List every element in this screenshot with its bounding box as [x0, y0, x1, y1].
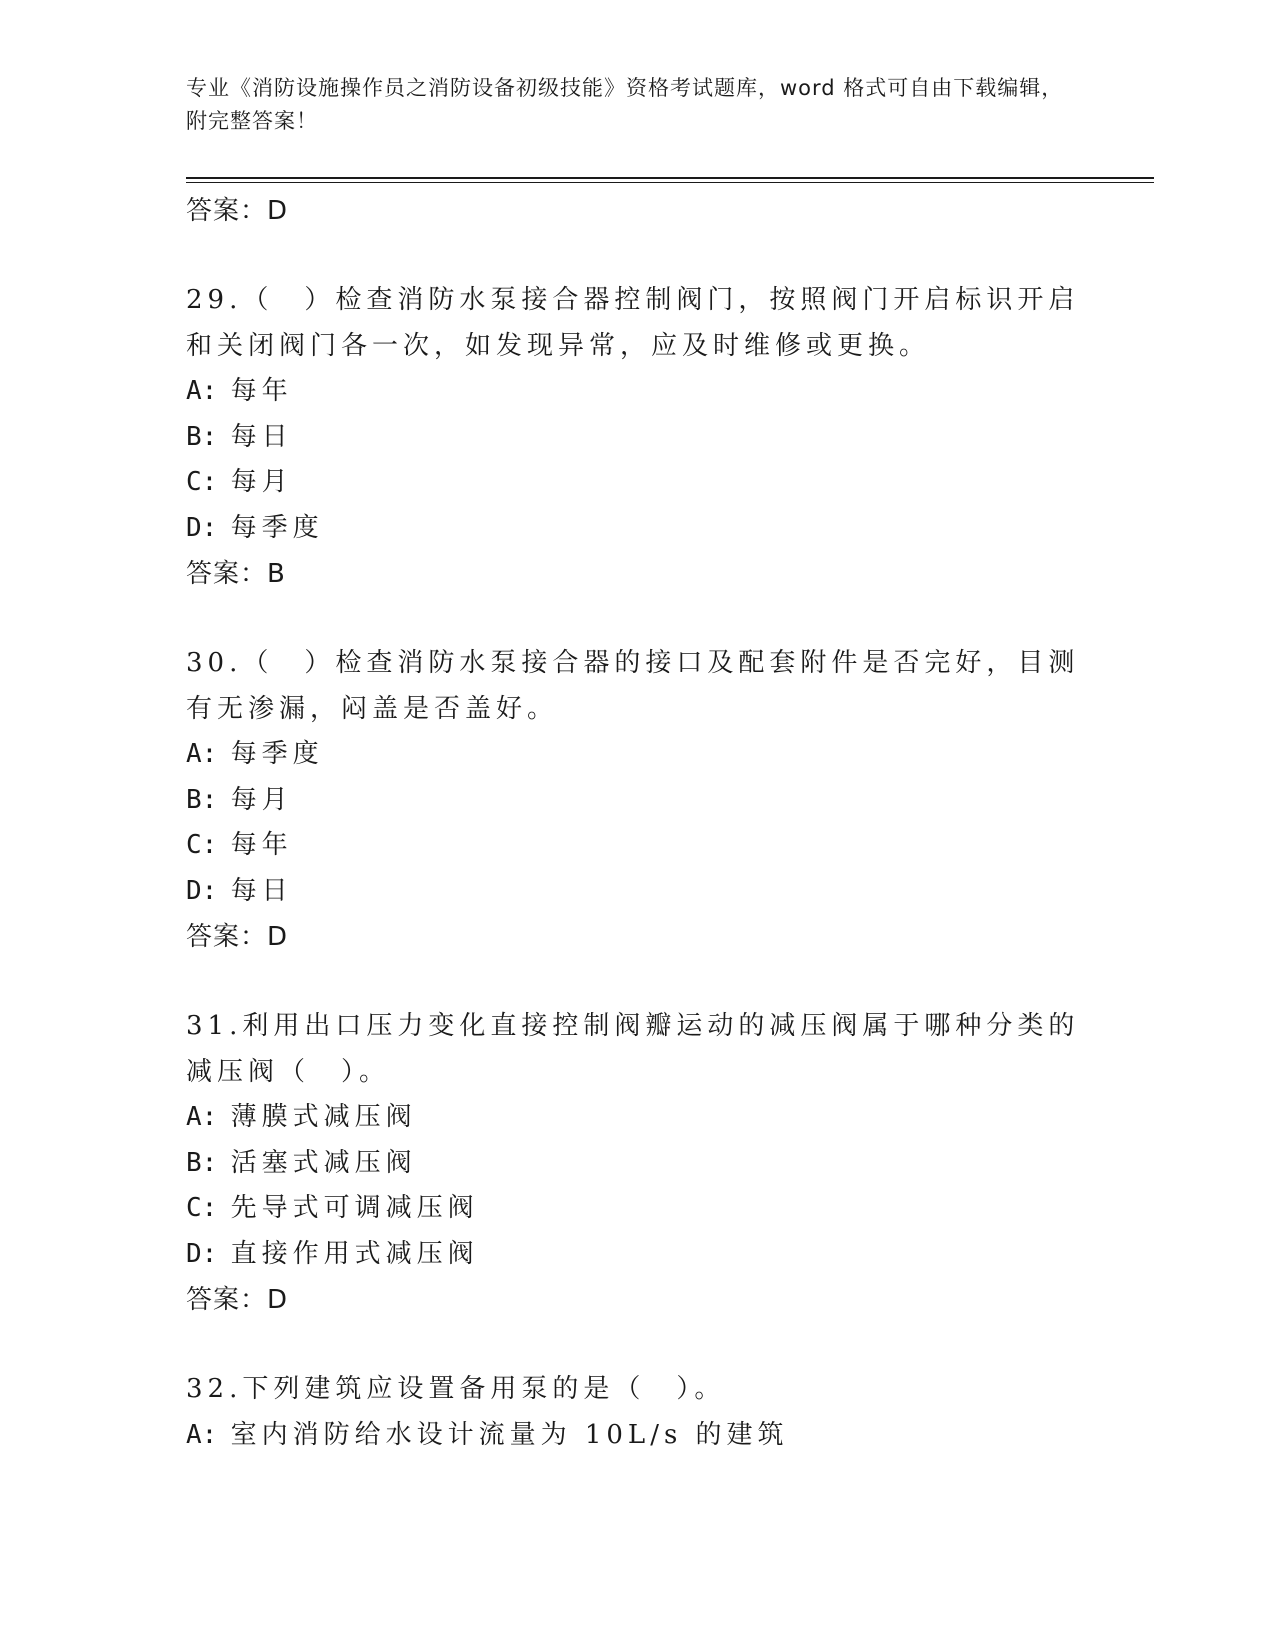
option-a: [186, 369, 1086, 415]
option-text: 活塞式减压阀: [230, 1147, 417, 1178]
answer-line: 答案：D: [186, 1285, 289, 1315]
option-text: 直接作用式减压阀: [230, 1238, 479, 1269]
option-text: 先导式可调减压阀: [230, 1193, 479, 1223]
answer-line: 答案：B: [186, 559, 286, 589]
option-letter: A:: [186, 1419, 218, 1450]
option-text: 室内消防给水设计流量为 10L/s 的建筑: [230, 1419, 789, 1450]
option-letter: A:: [186, 376, 218, 406]
header-rule-thin: [186, 182, 1154, 183]
question-text: 32.下列建筑应设置备用泵的是（ ）。: [186, 1374, 726, 1404]
option-text: 每日: [230, 421, 293, 452]
question-block: [186, 641, 1086, 960]
option-text: 每日: [230, 875, 293, 906]
option-d: [186, 1232, 1086, 1278]
option-letter: A:: [186, 1102, 218, 1132]
option-text: 每季度: [230, 739, 324, 769]
question-block: [186, 1367, 1086, 1458]
answer-line: 答案：D: [186, 196, 289, 226]
option-letter: B:: [186, 421, 218, 452]
option-letter: C:: [186, 1193, 218, 1223]
option-a: [186, 732, 1086, 778]
option-letter: A:: [186, 739, 218, 769]
option-text: 每年: [230, 376, 293, 406]
option-text: 每年: [230, 830, 293, 860]
option-letter: D:: [186, 1238, 218, 1269]
question-content: [186, 188, 1086, 1458]
question-text: 31.利用出口压力变化直接控制阀瓣运动的减压阀属于哪种分类的减压阀（ ）。: [186, 1011, 1080, 1087]
option-a: [186, 1413, 1086, 1459]
option-letter: D:: [186, 875, 218, 906]
option-b: [186, 1141, 1086, 1187]
option-text: 每月: [230, 467, 293, 497]
option-c: [186, 823, 1086, 869]
option-letter: C:: [186, 830, 218, 860]
option-d: [186, 869, 1086, 915]
document-header: 专业《消防设施操作员之消防设备初级技能》资格考试题库，word 格式可自由下载编辑，附完整答案！: [186, 76, 1064, 133]
option-c: [186, 1186, 1086, 1232]
option-a: [186, 1095, 1086, 1141]
option-b: [186, 778, 1086, 824]
option-letter: D:: [186, 512, 218, 543]
option-letter: B:: [186, 1147, 218, 1178]
option-letter: B:: [186, 784, 218, 815]
option-c: [186, 460, 1086, 506]
option-text: 薄膜式减压阀: [230, 1102, 417, 1132]
option-text: 每月: [230, 784, 293, 815]
header-rule-thick: [186, 177, 1154, 179]
question-block: [186, 278, 1086, 597]
question-text: 30.（ ）检查消防水泵接合器的接口及配套附件是否完好，目测有无渗漏，闷盖是否盖好。: [186, 648, 1080, 724]
answer-line: 答案：D: [186, 922, 289, 952]
option-text: 每季度: [230, 512, 324, 543]
option-b: [186, 415, 1086, 461]
option-letter: C:: [186, 467, 218, 497]
question-block: [186, 1004, 1086, 1323]
option-d: [186, 506, 1086, 552]
question-text: 29.（ ）检查消防水泵接合器控制阀门，按照阀门开启标识开启和关闭阀门各一次，如发现异常，应及时维修或更换。: [186, 285, 1080, 361]
